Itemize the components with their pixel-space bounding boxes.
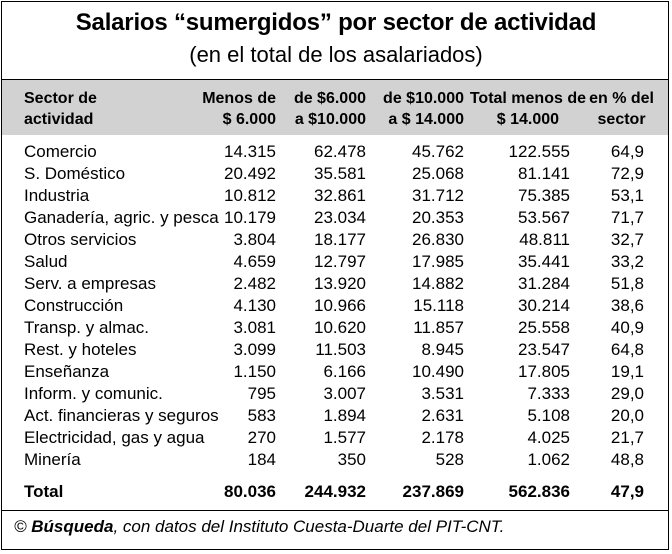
table-row xyxy=(0,163,672,185)
cell-menos-6000: 4.659 xyxy=(233,252,276,271)
cell-sector: Electricidad, gas y agua xyxy=(24,428,205,447)
cell-pct: 38,6 xyxy=(610,296,644,315)
cell-total: 25.558 xyxy=(518,318,570,337)
cell-pct: 29,0 xyxy=(610,384,644,403)
table-row xyxy=(0,229,672,251)
header-menos-6000 xyxy=(202,88,276,130)
cell-de-10000: 25.068 xyxy=(412,164,464,183)
cell-total: 23.547 xyxy=(518,340,570,359)
cell-de-6000: 1.894 xyxy=(323,406,366,425)
header-de-10000-line2: a $ 14.000 xyxy=(388,111,464,128)
cell-sector: Rest. y hoteles xyxy=(24,340,137,359)
header-de-6000-line1: de $6.000 xyxy=(293,90,366,107)
table-row xyxy=(0,361,672,383)
header-sector-line2: actividad xyxy=(24,111,94,128)
table-title: Salarios “sumergidos” por sector de actividad xyxy=(75,9,597,36)
table-subtitle: (en el total de los asalariados) xyxy=(189,42,483,67)
cell-de-10000: 3.531 xyxy=(421,384,464,403)
table-row xyxy=(0,295,672,317)
cell-total: 5.108 xyxy=(527,406,570,425)
cell-pct: 32,7 xyxy=(610,230,644,249)
source-footer xyxy=(14,517,504,537)
header-pct-line2: sector xyxy=(597,111,646,128)
header-de-10000-line1: de $10.000 xyxy=(383,90,464,107)
table-row xyxy=(0,273,672,295)
cell-de-10000: 10.490 xyxy=(412,362,464,381)
cell-sector: Enseñanza xyxy=(24,362,110,381)
cell-sector: Construcción xyxy=(24,296,124,315)
table-row xyxy=(0,141,672,163)
cell-pct: 64,9 xyxy=(610,142,644,161)
cell-de-6000: 13.920 xyxy=(314,274,366,293)
cell-de-6000: 35.581 xyxy=(314,164,366,183)
cell-total: 53.567 xyxy=(518,208,570,227)
cell-de-6000: 62.478 xyxy=(314,142,366,161)
cell-de-10000: 14.882 xyxy=(412,274,464,293)
cell-de-6000: 23.034 xyxy=(314,208,366,227)
cell-menos-6000: 184 xyxy=(247,450,276,469)
header-pct-line1: en % del xyxy=(589,90,654,107)
cell-menos-6000: 3.804 xyxy=(233,230,276,249)
cell-pct: 21,7 xyxy=(610,428,644,447)
table-row xyxy=(0,427,672,449)
table-row xyxy=(0,405,672,427)
cell-menos-6000: 14.315 xyxy=(224,142,276,161)
cell-total: 122.555 xyxy=(508,142,570,161)
cell-total: 81.141 xyxy=(518,164,570,183)
header-sector-line1: Sector de xyxy=(24,90,97,107)
cell-de-6000: 18.177 xyxy=(314,230,366,249)
cell-sector: Minería xyxy=(24,450,81,469)
cell-de-6000: 10.620 xyxy=(314,318,366,337)
cell-total: 31.284 xyxy=(518,274,570,293)
cell-total: 1.062 xyxy=(527,450,570,469)
cell-de-10000: 2.631 xyxy=(421,406,464,425)
cell-de-10000: 20.353 xyxy=(412,208,464,227)
cell-menos-6000: 3.081 xyxy=(233,318,276,337)
cell-total: 30.214 xyxy=(518,296,570,315)
copyright-symbol: © xyxy=(14,517,27,536)
header-total xyxy=(470,88,586,130)
total-pct: 47,9 xyxy=(610,482,644,501)
cell-pct: 72,9 xyxy=(610,164,644,183)
cell-sector: Industria xyxy=(24,186,90,205)
source-text: , con datos del Instituto Cuesta-Duarte del PIT-CNT. xyxy=(113,517,505,536)
table-row xyxy=(0,449,672,471)
cell-de-6000: 10.966 xyxy=(314,296,366,315)
table-row xyxy=(0,207,672,229)
cell-total: 48.811 xyxy=(519,230,570,249)
cell-total: 4.025 xyxy=(527,428,570,447)
header-de-6000 xyxy=(294,88,366,130)
header-total-line2: $ 14.000 xyxy=(496,111,560,128)
table-total-row xyxy=(0,481,672,503)
cell-pct: 53,1 xyxy=(610,186,644,205)
cell-total: 75.385 xyxy=(518,186,570,205)
header-de-10000 xyxy=(383,88,464,130)
cell-menos-6000: 20.492 xyxy=(224,164,276,183)
cell-total: 17.805 xyxy=(518,362,570,381)
cell-sector: Otros servicios xyxy=(24,230,137,249)
total-de-10000: 237.869 xyxy=(402,482,464,501)
cell-de-6000: 350 xyxy=(337,450,366,469)
total-label: Total xyxy=(24,482,64,501)
total-total: 562.836 xyxy=(508,482,570,501)
header-pct xyxy=(589,88,654,130)
cell-total: 7.333 xyxy=(527,384,570,403)
footer-divider xyxy=(2,510,668,511)
cell-de-10000: 17.985 xyxy=(412,252,464,271)
total-menos-6000: 80.036 xyxy=(224,482,276,501)
cell-pct: 20,0 xyxy=(610,406,644,425)
cell-menos-6000: 2.482 xyxy=(233,274,276,293)
cell-menos-6000: 10.179 xyxy=(224,208,276,227)
total-de-6000: 244.932 xyxy=(304,482,366,501)
cell-menos-6000: 583 xyxy=(247,406,276,425)
cell-menos-6000: 3.099 xyxy=(233,340,276,359)
cell-de-10000: 8.945 xyxy=(421,340,464,359)
cell-menos-6000: 4.130 xyxy=(233,296,276,315)
cell-de-10000: 528 xyxy=(435,450,464,469)
cell-sector: S. Doméstico xyxy=(24,164,126,183)
cell-menos-6000: 795 xyxy=(247,384,276,403)
cell-sector: Ganadería, agric. y pesca xyxy=(24,208,219,227)
cell-sector: Salud xyxy=(24,252,68,271)
header-menos-6000-line1: Menos de xyxy=(202,90,276,107)
cell-sector: Transp. y almac. xyxy=(24,318,150,337)
cell-de-10000: 11.857 xyxy=(413,318,464,337)
header-sector xyxy=(24,88,97,130)
cell-de-6000: 6.166 xyxy=(323,362,366,381)
table-row xyxy=(0,251,672,273)
cell-sector: Serv. a empresas xyxy=(24,274,156,293)
table-row xyxy=(0,185,672,207)
table-row xyxy=(0,339,672,361)
cell-de-10000: 31.712 xyxy=(412,186,464,205)
cell-sector: Inform. y comunic. xyxy=(24,384,163,403)
table-row xyxy=(0,317,672,339)
table-row xyxy=(0,383,672,405)
cell-pct: 64,8 xyxy=(610,340,644,359)
cell-de-10000: 45.762 xyxy=(412,142,464,161)
header-de-6000-line2: a $10.000 xyxy=(294,111,366,128)
cell-de-10000: 2.178 xyxy=(421,428,464,447)
cell-menos-6000: 270 xyxy=(247,428,276,447)
cell-pct: 33,2 xyxy=(610,252,644,271)
cell-menos-6000: 10.812 xyxy=(224,186,276,205)
cell-total: 35.441 xyxy=(518,252,570,271)
cell-de-6000: 11.503 xyxy=(315,340,366,359)
cell-pct: 48,8 xyxy=(610,450,644,469)
cell-pct: 51,8 xyxy=(610,274,644,293)
cell-pct: 71,7 xyxy=(610,208,644,227)
cell-de-10000: 15.118 xyxy=(413,296,464,315)
cell-de-6000: 32.861 xyxy=(314,186,366,205)
cell-sector: Comercio xyxy=(24,142,97,161)
cell-de-6000: 3.007 xyxy=(323,384,366,403)
cell-menos-6000: 1.150 xyxy=(233,362,276,381)
header-menos-6000-line2: $ 6.000 xyxy=(222,111,276,128)
cell-pct: 40,9 xyxy=(610,318,644,337)
cell-de-6000: 12.797 xyxy=(314,252,366,271)
cell-pct: 19,1 xyxy=(610,362,644,381)
header-total-line1: Total menos de xyxy=(469,90,586,107)
cell-de-6000: 1.577 xyxy=(323,428,366,447)
cell-sector: Act. financieras y seguros xyxy=(24,406,219,425)
cell-de-10000: 26.830 xyxy=(412,230,464,249)
source-publication: Búsqueda xyxy=(31,517,114,536)
